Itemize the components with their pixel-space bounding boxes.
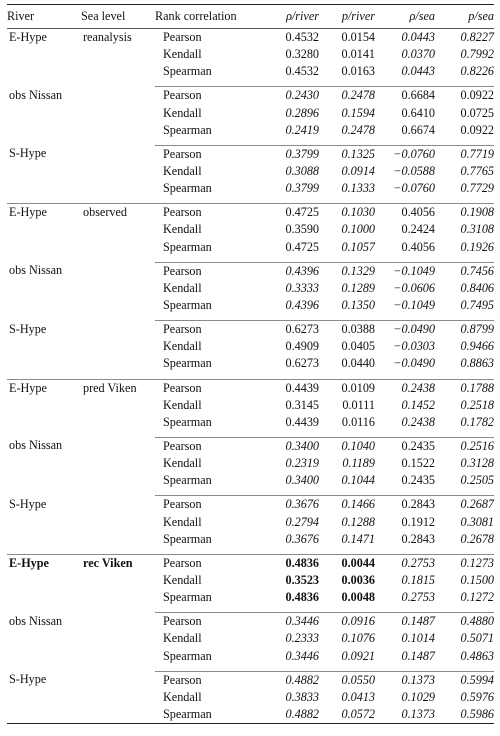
header-rank-correlation: Rank correlation xyxy=(155,5,259,29)
rank-correlation-cell: Spearman xyxy=(163,590,212,605)
river-cell xyxy=(7,689,81,706)
river-cell xyxy=(7,630,81,647)
p-river-cell: 0.1189 xyxy=(342,456,375,471)
rho-river-cell: 0.6273 xyxy=(285,356,319,371)
sea-level-cell xyxy=(81,239,155,256)
p-river-cell: 0.1076 xyxy=(341,631,375,646)
rho-river-cell: 0.4439 xyxy=(259,379,319,397)
table-row xyxy=(7,87,494,105)
header-row xyxy=(7,5,494,29)
table-row xyxy=(7,689,494,706)
rho-river-cell: 0.4396 xyxy=(259,262,319,280)
p-river-cell: 0.1289 xyxy=(341,280,375,295)
rank-correlation-cell: Spearman xyxy=(163,181,212,196)
table-row xyxy=(7,437,494,455)
p-sea-cell: 0.8406 xyxy=(460,280,494,295)
p-river-cell: 0.1030 xyxy=(319,204,375,222)
rho-river-cell: 0.4836 xyxy=(259,554,319,572)
table-row xyxy=(7,554,494,572)
rho-river-cell: 0.3590 xyxy=(285,222,319,237)
river-cell xyxy=(7,514,81,531)
rank-correlation-cell: Pearson xyxy=(155,321,259,339)
table-row xyxy=(7,321,494,339)
river-cell: obs Nissan xyxy=(9,438,63,453)
rho-sea-cell: −0.1049 xyxy=(393,297,435,312)
rho-sea-cell: 0.2843 xyxy=(401,531,435,546)
p-river-cell: 0.0044 xyxy=(319,554,375,572)
sea-level-cell xyxy=(81,355,155,372)
p-river-cell: 0.0405 xyxy=(341,339,375,354)
sea-level-cell xyxy=(81,122,155,139)
rank-correlation-cell: Kendall xyxy=(163,572,202,587)
p-sea-cell: 0.7719 xyxy=(435,145,494,163)
p-river-cell: 0.0111 xyxy=(342,397,375,412)
rank-correlation-cell: Spearman xyxy=(163,239,212,254)
river-cell xyxy=(7,472,81,489)
rho-sea-cell: 0.2435 xyxy=(401,473,435,488)
rho-river-cell: 0.3400 xyxy=(259,437,319,455)
river-cell: obs Nissan xyxy=(9,87,63,102)
sea-level-cell xyxy=(81,280,155,297)
sea-level-cell xyxy=(81,180,155,197)
rank-correlation-cell: Pearson xyxy=(155,613,259,631)
rho-river-cell: 0.3088 xyxy=(285,163,319,178)
rho-sea-cell: 0.1487 xyxy=(401,648,435,663)
rho-river-cell: 0.3799 xyxy=(259,145,319,163)
p-sea-cell: 0.3108 xyxy=(460,222,494,237)
p-sea-cell: 0.5994 xyxy=(435,671,494,689)
sea-level-cell xyxy=(81,46,155,63)
rho-sea-cell: −0.0303 xyxy=(393,339,435,354)
sea-level-cell xyxy=(81,297,155,314)
rho-sea-cell: 0.2753 xyxy=(401,590,435,605)
table-row xyxy=(7,671,494,689)
p-river-cell: 0.0921 xyxy=(341,648,375,663)
rank-correlation-cell: Spearman xyxy=(163,297,212,312)
rank-correlation-cell: Spearman xyxy=(163,414,212,429)
rho-sea-cell: −0.0490 xyxy=(375,321,435,339)
river-cell: E-Hype xyxy=(7,379,81,397)
header-p-river: p/river xyxy=(319,5,375,29)
river-cell xyxy=(7,180,81,197)
rank-correlation-cell: Kendall xyxy=(163,339,202,354)
table-row xyxy=(7,239,494,256)
rho-sea-cell: 0.4056 xyxy=(401,239,435,254)
table-row xyxy=(7,706,494,724)
rho-sea-cell: 0.2424 xyxy=(401,222,435,237)
rank-correlation-cell: Kendall xyxy=(163,47,202,62)
rho-sea-cell: 0.4056 xyxy=(375,204,435,222)
p-sea-cell: 0.2518 xyxy=(460,397,494,412)
sea-level-cell xyxy=(81,589,155,606)
header-rho-sea: ρ/sea xyxy=(375,5,435,29)
river-cell xyxy=(7,122,81,139)
rho-river-cell: 0.4725 xyxy=(259,204,319,222)
rho-river-cell: 0.3446 xyxy=(285,648,319,663)
river-cell xyxy=(7,338,81,355)
sea-level-cell xyxy=(81,572,155,589)
table-row xyxy=(7,105,494,122)
table-row xyxy=(7,589,494,606)
table-row xyxy=(7,613,494,631)
sea-level-cell xyxy=(81,145,155,163)
correlation-table xyxy=(7,4,494,724)
sea-level-cell xyxy=(81,671,155,689)
rho-sea-cell: −0.0760 xyxy=(375,145,435,163)
p-sea-cell: 0.2516 xyxy=(435,437,494,455)
rho-sea-cell: 0.2843 xyxy=(375,496,435,514)
rho-river-cell: 0.3333 xyxy=(285,280,319,295)
sea-level-cell xyxy=(81,630,155,647)
p-sea-cell: 0.7495 xyxy=(460,297,494,312)
p-sea-cell: 0.2687 xyxy=(435,496,494,514)
p-river-cell: 0.1333 xyxy=(341,181,375,196)
table-header xyxy=(7,5,494,29)
sea-level-cell xyxy=(81,706,155,724)
p-sea-cell: 0.8227 xyxy=(460,30,494,44)
river-cell xyxy=(7,221,81,238)
river-cell xyxy=(7,355,81,372)
sea-level-cell xyxy=(81,514,155,531)
p-river-cell: 0.0440 xyxy=(341,356,375,371)
sea-level-cell xyxy=(81,63,155,80)
river-cell xyxy=(7,397,81,414)
sea-level-cell xyxy=(81,321,155,339)
table-row xyxy=(7,262,494,280)
rho-sea-cell: 0.6410 xyxy=(401,105,435,120)
rank-correlation-cell: Kendall xyxy=(163,689,202,704)
table-row xyxy=(7,145,494,163)
rho-sea-cell: 0.1014 xyxy=(401,631,435,646)
p-river-cell: 0.1000 xyxy=(341,222,375,237)
rho-river-cell: 0.3676 xyxy=(259,496,319,514)
p-sea-cell: 0.5976 xyxy=(460,689,494,704)
p-sea-cell: 0.1500 xyxy=(460,572,494,587)
p-sea-cell: 0.8226 xyxy=(460,64,494,79)
rho-river-cell: 0.3833 xyxy=(285,689,319,704)
rho-river-cell: 0.4882 xyxy=(259,706,319,724)
sea-level-cell xyxy=(81,472,155,489)
rho-sea-cell: 0.1815 xyxy=(401,572,435,587)
rho-river-cell: 0.2896 xyxy=(285,105,319,120)
rho-sea-cell: −0.0760 xyxy=(393,181,435,196)
river-cell xyxy=(7,63,81,80)
river-cell: obs Nissan xyxy=(9,613,63,628)
p-river-cell: 0.1329 xyxy=(319,262,375,280)
rho-sea-cell: −0.0490 xyxy=(393,356,435,371)
sea-level-cell xyxy=(81,414,155,431)
header-sea-level: Sea level xyxy=(81,5,155,29)
rho-sea-cell: −0.1049 xyxy=(375,262,435,280)
header-rho-river: ρ/river xyxy=(259,5,319,29)
p-river-cell: 0.0048 xyxy=(341,590,375,605)
rho-sea-cell: 0.2438 xyxy=(375,379,435,397)
sea-level-cell xyxy=(81,262,155,280)
p-river-cell: 0.1466 xyxy=(319,496,375,514)
table-row xyxy=(7,414,494,431)
p-river-cell: 0.1350 xyxy=(341,297,375,312)
p-river-cell: 0.1594 xyxy=(341,105,375,120)
header-p-sea: p/sea xyxy=(435,5,494,29)
river-cell xyxy=(7,589,81,606)
rho-river-cell: 0.3799 xyxy=(285,181,319,196)
rho-sea-cell: 0.1452 xyxy=(401,397,435,412)
table-row xyxy=(7,204,494,222)
rank-correlation-cell: Kendall xyxy=(163,631,202,646)
p-river-cell: 0.0550 xyxy=(319,671,375,689)
sea-level-cell: rec Viken xyxy=(81,554,155,572)
river-cell: E-Hype xyxy=(9,30,47,44)
sea-level-cell xyxy=(81,689,155,706)
p-sea-cell: 0.2678 xyxy=(460,531,494,546)
p-river-cell: 0.1471 xyxy=(341,531,375,546)
p-sea-cell: 0.8863 xyxy=(460,356,494,371)
sea-level-cell xyxy=(81,496,155,514)
river-cell: S-Hype xyxy=(9,321,47,336)
sea-level-cell xyxy=(81,221,155,238)
river-cell: S-Hype xyxy=(9,496,47,511)
sea-level-cell xyxy=(81,338,155,355)
rho-sea-cell: 0.2435 xyxy=(375,437,435,455)
rho-sea-cell: 0.0443 xyxy=(401,64,435,79)
p-sea-cell: 0.3081 xyxy=(460,514,494,529)
p-sea-cell: 0.0922 xyxy=(460,122,494,137)
rho-sea-cell: 0.1912 xyxy=(401,514,435,529)
rank-correlation-cell: Kendall xyxy=(163,222,202,237)
river-cell xyxy=(7,105,81,122)
river-cell xyxy=(7,706,81,724)
rho-river-cell: 0.3280 xyxy=(285,47,319,62)
sea-level-cell xyxy=(81,105,155,122)
rank-correlation-cell: Pearson xyxy=(163,30,202,44)
rank-correlation-cell: Spearman xyxy=(155,706,259,724)
rho-river-cell: 0.3145 xyxy=(285,397,319,412)
table-row xyxy=(7,46,494,63)
rank-correlation-cell: Pearson xyxy=(155,145,259,163)
p-sea-cell: 0.1273 xyxy=(435,554,494,572)
p-river-cell: 0.0036 xyxy=(341,572,375,587)
rank-correlation-cell: Pearson xyxy=(155,671,259,689)
rho-river-cell: 0.3523 xyxy=(285,572,319,587)
p-sea-cell: 0.4880 xyxy=(435,613,494,631)
table-row xyxy=(7,648,494,665)
sea-level-cell xyxy=(81,648,155,665)
table-row xyxy=(7,122,494,139)
p-sea-cell: 0.4863 xyxy=(460,648,494,663)
river-cell xyxy=(7,531,81,548)
p-sea-cell: 0.9466 xyxy=(460,339,494,354)
header-river: River xyxy=(7,5,81,29)
table-row xyxy=(7,180,494,197)
rho-river-cell: 0.4439 xyxy=(285,414,319,429)
table-row xyxy=(7,397,494,414)
p-river-cell: 0.2478 xyxy=(319,87,375,105)
sea-level-cell xyxy=(81,397,155,414)
table-row xyxy=(7,29,494,47)
rho-river-cell: 0.2430 xyxy=(259,87,319,105)
p-river-cell: 0.1325 xyxy=(319,145,375,163)
table-row xyxy=(7,472,494,489)
rho-river-cell: 0.2794 xyxy=(285,514,319,529)
sea-level-cell xyxy=(81,437,155,455)
rho-sea-cell: 0.1522 xyxy=(401,456,435,471)
p-river-cell: 0.0116 xyxy=(341,414,375,429)
p-sea-cell: 0.1788 xyxy=(435,379,494,397)
rank-correlation-cell: Spearman xyxy=(163,356,212,371)
p-river-cell: 0.0388 xyxy=(319,321,375,339)
rank-correlation-cell: Pearson xyxy=(155,87,259,105)
rank-correlation-cell: Kendall xyxy=(163,105,202,120)
rank-correlation-cell: Pearson xyxy=(155,437,259,455)
p-sea-cell: 0.3128 xyxy=(460,456,494,471)
rho-river-cell: 0.3400 xyxy=(285,473,319,488)
rank-correlation-cell: Pearson xyxy=(155,204,259,222)
rank-correlation-cell: Spearman xyxy=(163,648,212,663)
rank-correlation-cell: Pearson xyxy=(155,496,259,514)
p-river-cell: 0.0914 xyxy=(341,163,375,178)
table-row xyxy=(7,630,494,647)
table-row xyxy=(7,455,494,472)
sea-level-cell xyxy=(81,613,155,631)
table-row xyxy=(7,63,494,80)
rank-correlation-cell: Pearson xyxy=(155,554,259,572)
p-river-cell: 0.0413 xyxy=(341,689,375,704)
river-cell xyxy=(7,46,81,63)
p-river-cell: 0.0916 xyxy=(319,613,375,631)
p-river-cell: 0.1040 xyxy=(319,437,375,455)
rho-river-cell: 0.6273 xyxy=(259,321,319,339)
rho-sea-cell: 0.1487 xyxy=(375,613,435,631)
table-row xyxy=(7,280,494,297)
sea-level-cell: reanalysis xyxy=(83,30,132,44)
river-cell: S-Hype xyxy=(9,146,47,161)
river-cell xyxy=(7,163,81,180)
river-cell xyxy=(7,280,81,297)
river-cell xyxy=(7,648,81,665)
table-row xyxy=(7,496,494,514)
rank-correlation-cell: Kendall xyxy=(163,163,202,178)
p-sea-cell: 0.1782 xyxy=(460,414,494,429)
rank-correlation-cell: Kendall xyxy=(163,456,202,471)
p-sea-cell: 0.0725 xyxy=(460,105,494,120)
river-cell xyxy=(7,239,81,256)
p-river-cell: 0.0572 xyxy=(319,706,375,724)
p-river-cell: 0.2478 xyxy=(341,122,375,137)
rho-sea-cell: 0.1029 xyxy=(401,689,435,704)
river-cell xyxy=(7,297,81,314)
rho-river-cell: 0.3676 xyxy=(285,531,319,546)
sea-level-cell xyxy=(81,531,155,548)
sea-level-cell xyxy=(81,455,155,472)
rho-sea-cell: 0.2753 xyxy=(375,554,435,572)
p-river-cell: 0.1044 xyxy=(341,473,375,488)
rank-correlation-cell: Pearson xyxy=(155,262,259,280)
p-sea-cell: 0.7765 xyxy=(460,163,494,178)
rho-sea-cell: 0.1373 xyxy=(375,671,435,689)
rank-correlation-cell: Spearman xyxy=(163,64,212,79)
p-sea-cell: 0.0922 xyxy=(435,87,494,105)
table-row xyxy=(7,338,494,355)
rho-river-cell: 0.2319 xyxy=(285,456,319,471)
table-row xyxy=(7,379,494,397)
sea-level-cell xyxy=(81,163,155,180)
rank-correlation-cell: Kendall xyxy=(163,397,202,412)
rho-river-cell: 0.4725 xyxy=(285,239,319,254)
sea-level-cell: observed xyxy=(81,204,155,222)
rho-sea-cell: −0.0606 xyxy=(393,280,435,295)
rho-sea-cell: 0.0370 xyxy=(401,47,435,62)
table-row xyxy=(7,514,494,531)
river-cell xyxy=(7,414,81,431)
rho-sea-cell: −0.0588 xyxy=(393,163,435,178)
rho-river-cell: 0.4909 xyxy=(285,339,319,354)
table-row xyxy=(7,163,494,180)
sea-level-cell: pred Viken xyxy=(81,379,155,397)
river-cell xyxy=(7,572,81,589)
p-river-cell: 0.0109 xyxy=(319,379,375,397)
p-sea-cell: 0.5986 xyxy=(435,706,494,724)
rho-sea-cell: 0.6684 xyxy=(375,87,435,105)
river-cell: obs Nissan xyxy=(9,263,63,278)
rho-river-cell: 0.2419 xyxy=(285,122,319,137)
rho-river-cell: 0.4396 xyxy=(285,297,319,312)
rho-river-cell: 0.4532 xyxy=(285,30,319,44)
rank-correlation-cell: Pearson xyxy=(155,379,259,397)
rank-correlation-cell: Spearman xyxy=(163,122,212,137)
rho-sea-cell: 0.2438 xyxy=(401,414,435,429)
table-row xyxy=(7,297,494,314)
sea-level-cell xyxy=(81,87,155,105)
p-river-cell: 0.0141 xyxy=(341,47,375,62)
river-cell: E-Hype xyxy=(7,204,81,222)
rank-correlation-cell: Spearman xyxy=(163,531,212,546)
table-row xyxy=(7,355,494,372)
rho-sea-cell: 0.0443 xyxy=(401,30,435,44)
p-river-cell: 0.0154 xyxy=(341,30,375,44)
p-sea-cell: 0.2505 xyxy=(460,473,494,488)
p-river-cell: 0.1288 xyxy=(341,514,375,529)
table-row xyxy=(7,531,494,548)
rho-river-cell: 0.4532 xyxy=(285,64,319,79)
p-sea-cell: 0.5071 xyxy=(460,631,494,646)
rho-sea-cell: 0.6674 xyxy=(401,122,435,137)
rank-correlation-cell: Kendall xyxy=(163,280,202,295)
rho-river-cell: 0.3446 xyxy=(259,613,319,631)
p-sea-cell: 0.8799 xyxy=(435,321,494,339)
rank-correlation-cell: Kendall xyxy=(163,514,202,529)
rho-river-cell: 0.4836 xyxy=(285,590,319,605)
p-sea-cell: 0.7729 xyxy=(460,181,494,196)
river-cell xyxy=(7,455,81,472)
p-sea-cell: 0.1272 xyxy=(460,590,494,605)
p-sea-cell: 0.1926 xyxy=(460,239,494,254)
rho-sea-cell: 0.1373 xyxy=(375,706,435,724)
rank-correlation-cell: Spearman xyxy=(163,473,212,488)
p-sea-cell: 0.7992 xyxy=(460,47,494,62)
p-sea-cell: 0.7456 xyxy=(435,262,494,280)
p-river-cell: 0.0163 xyxy=(341,64,375,79)
table-row xyxy=(7,572,494,589)
rho-river-cell: 0.2333 xyxy=(285,631,319,646)
rho-river-cell: 0.4882 xyxy=(259,671,319,689)
p-sea-cell: 0.1908 xyxy=(435,204,494,222)
p-river-cell: 0.1057 xyxy=(341,239,375,254)
table-row xyxy=(7,221,494,238)
river-cell: E-Hype xyxy=(7,554,81,572)
table-body xyxy=(7,29,494,724)
river-cell: S-Hype xyxy=(9,672,47,687)
